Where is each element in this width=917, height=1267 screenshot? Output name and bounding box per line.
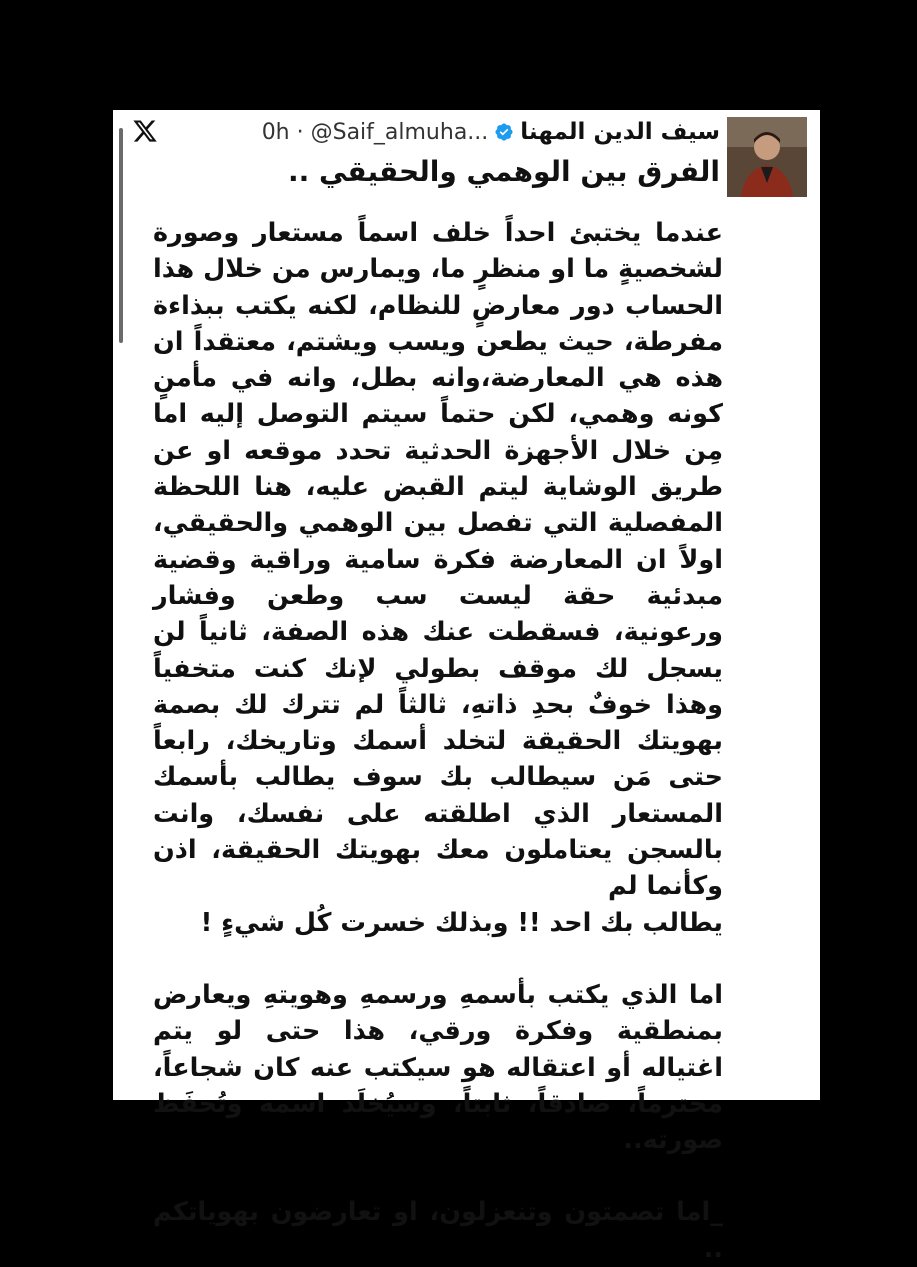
- paragraph-gap: [153, 941, 723, 977]
- author-name[interactable]: سيف الدين المهنا: [520, 119, 720, 145]
- x-logo-icon[interactable]: [130, 116, 160, 146]
- verified-badge-icon: [494, 120, 514, 140]
- paragraph-gap: [153, 1158, 723, 1194]
- avatar[interactable]: [727, 117, 807, 197]
- tweet-paragraph-end: يطالب بك احد !! وبذلك خسرت كُل شيءٍ !: [200, 907, 723, 938]
- tweet-meta[interactable]: 0h · @Saif_almuha...: [261, 120, 489, 145]
- tweet-body: [153, 215, 723, 1267]
- scrollbar[interactable]: [119, 128, 123, 343]
- tweet-title: الفرق بين الوهمي والحقيقي ..: [287, 155, 720, 188]
- tweet-paragraph: اما الذي يكتب بأسمهِ ورسمهِ وهويتهِ ويعارض بمنطقية وفكرة ورقي، هذا حتى لو يتم اغتياله أو اعتقاله هو سيكتب عنه كان شجاعاً، محترماً، صادقاً، ثابتاً، وسيُخلَد اسمه وتُحفَظ صورته..: [153, 979, 723, 1156]
- tweet-header: [160, 116, 720, 149]
- tweet-card: [113, 110, 820, 1264]
- tweet-paragraph: عندما يختبئ احداً خلف اسماً مستعار وصورة لشخصيةٍ ما او منظرٍ ما، ويمارس من خلال هذا الحساب دور معارضٍ للنظام، لكنه يكتب ببذاءة مفرطة، حيث يطعن ويسب ويشتم، معتقداً ان هذه هي المعارضة،وانه بطل، وانه في مأمنٍ كونه وهمي، لكن حتماً سيتم التوصل إليه اما مِن خلال الأجهزة الحدثية تحدد موقعه او عن طريق الوشاية ليتم القبض عليه، هنا اللحظة المفصلية التي تفصل بين الوهمي والحقيقي، اولاً ان المعارضة فكرة سامية وراقية وقضية مبدئية حقة ليست سب وطعن وفشار ورعونية، فسقطت عنك هذه الصفة، ثانياً لن يسجل لك موقف بطولي لإنك كنت متخفياً وهذا خوفٌ بحدِ ذاتهِ، ثالثاً لم تترك لك بصمة بهويتك الحقيقة لتخلد أسمك وتاريخك، رابعاً حتى مَن سيطالب بك سوف يطالب بأسمك المستعار الذي اطلقته على نفسك، وانت بالسجن يعتاملون معك بهويتك الحقيقة، اذن وكأنما لم: [153, 218, 723, 902]
- tweet-paragraph: _اما تصمتون وتنعزلون، او تعارضون بهوياتكم ..: [153, 1197, 723, 1264]
